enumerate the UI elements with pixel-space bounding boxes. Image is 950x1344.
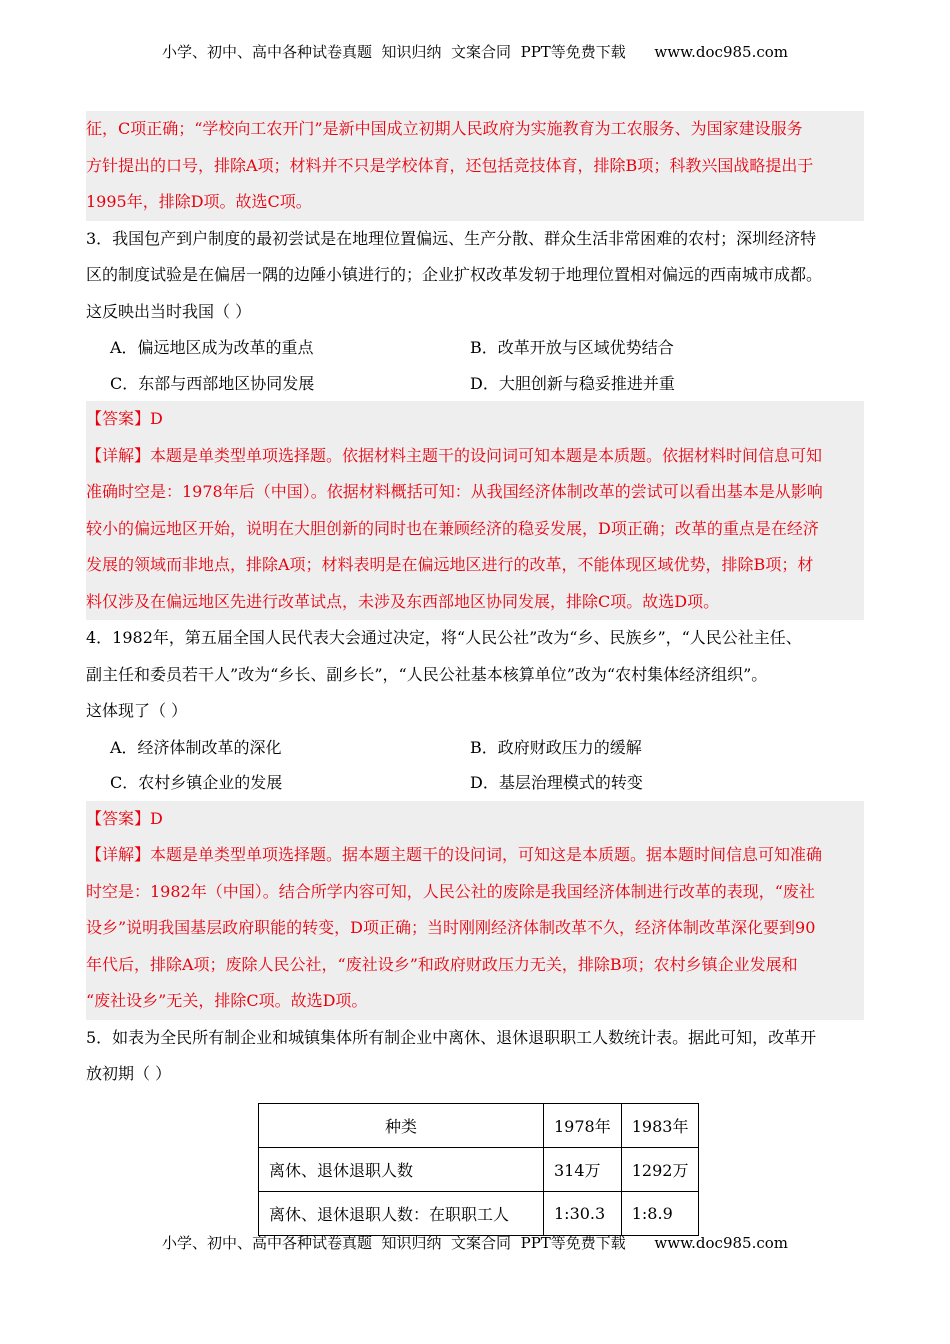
detail-line: 发展的领域而非地点，排除A项；材料表明是在偏远地区进行的改革，不能体现区域优势，排除B项；材 — [86, 555, 814, 574]
detail-line: 【详解】本题是单类型单项选择题。据本题主题干的设问词，可知这是本质题。据本题时间信息可知准确 — [86, 845, 823, 864]
question-4 — [86, 620, 864, 1020]
table-cell: 1292万 — [621, 1147, 699, 1191]
table-cell: 离休、退休退职人数 — [259, 1147, 544, 1191]
page-header — [0, 41, 950, 62]
footer-url: www.doc985.com — [654, 1234, 788, 1252]
table-cell: 314万 — [544, 1147, 622, 1191]
option-b: B．政府财政压力的缓解 — [470, 737, 642, 757]
option-d: D．大胆创新与稳妥推进并重 — [470, 373, 675, 393]
options — [86, 730, 864, 801]
question-5 — [86, 1020, 864, 1236]
header-url: www.doc985.com — [654, 43, 788, 61]
option-c: C．农村乡镇企业的发展 — [110, 773, 283, 792]
detail-line: 【详解】本题是单类型单项选择题。依据材料主题干的设问词可知本题是本质题。依据材料时间信息可知 — [86, 445, 823, 465]
statistics-table — [258, 1103, 699, 1236]
table-row — [259, 1191, 699, 1235]
detail-line: 料仅涉及在偏远地区先进行改革试点，未涉及东西部地区协同发展，排除C项。故选D项。 — [86, 591, 720, 611]
document-body — [86, 111, 864, 1236]
detail-line: 年代后，排除A项；废除人民公社，“废社设乡”和政府财政压力无关，排除B项；农村乡镇企业发展和 — [86, 954, 798, 974]
table-header-cell: 1978年 — [544, 1103, 622, 1147]
detail-line: 时空是：1982年（中国）。结合所学内容可知，人民公社的废除是我国经济体制进行改革的表现，“废社 — [86, 881, 815, 901]
prev-explanation — [86, 111, 864, 221]
option-a: A．偏远地区成为改革的重点 — [110, 338, 314, 357]
table-header-row — [259, 1103, 699, 1147]
text-line: 征，C项正确；“学校向工农开门”是新中国成立初期人民政府为实施教育为工农服务、为国家建设服务 — [86, 119, 803, 138]
table-cell: 1:8.9 — [621, 1191, 699, 1235]
table-cell: 1:30.3 — [544, 1191, 622, 1235]
option-a: A．经济体制改革的深化 — [110, 737, 282, 757]
table-header-cell: 种类 — [259, 1103, 544, 1147]
question-stem-line: 这体现了（ ） — [86, 701, 188, 720]
detail-line: 准确时空是：1978年后（中国）。依据材料概括可知：从我国经济体制改革的尝试可以看出基本是从影响 — [86, 482, 823, 501]
answer-label: 【答案】D — [86, 808, 163, 828]
answer-block — [86, 801, 864, 1020]
table-row — [259, 1147, 699, 1191]
detail-line: 较小的偏远地区开始，说明在大胆创新的同时也在兼顾经济的稳妥发展，D项正确；改革的重点是在经济 — [86, 518, 819, 538]
page-footer — [0, 1232, 950, 1253]
footer-text: 小学、初中、高中各种试卷真题 知识归纳 文案合同 PPT等免费下载 — [161, 1234, 626, 1252]
text-line: 1995年，排除D项。故选C项。 — [86, 192, 312, 211]
option-b: B．改革开放与区域优势结合 — [470, 338, 674, 357]
detail-line: “废社设乡”无关，排除C项。故选D项。 — [86, 991, 368, 1010]
detail-line: 设乡”说明我国基层政府职能的转变，D项正确；当时刚刚经济体制改革不久，经济体制改革深化要到90 — [86, 918, 816, 937]
answer-label: 【答案】D — [86, 409, 163, 428]
question-stem-line: 5．如表为全民所有制企业和城镇集体所有制企业中离休、退休退职职工人数统计表。据此可知，改革开 — [86, 1027, 817, 1047]
question-stem-line: 副主任和委员若干人”改为“乡长、副乡长”，“人民公社基本核算单位”改为“农村集体经济组织”。 — [86, 664, 768, 684]
question-stem-line: 4．1982年，第五届全国人民代表大会通过决定，将“人民公社”改为“乡、民族乡”，“人民公社主任、 — [86, 628, 802, 647]
question-3 — [86, 221, 864, 621]
option-d: D．基层治理模式的转变 — [470, 773, 643, 792]
answer-block — [86, 401, 864, 620]
header-text: 小学、初中、高中各种试卷真题 知识归纳 文案合同 PPT等免费下载 — [161, 43, 626, 61]
question-stem-line: 放初期（ ） — [86, 1064, 172, 1083]
option-c: C．东部与西部地区协同发展 — [110, 373, 315, 393]
table-header-cell: 1983年 — [621, 1103, 699, 1147]
text-line: 方针提出的口号，排除A项；材料并不只是学校体育，还包括竞技体育，排除B项；科教兴国战略提出于 — [86, 155, 814, 175]
options — [86, 330, 864, 401]
question-stem-line: 区的制度试验是在偏居一隅的边陲小镇进行的；企业扩权改革发轫于地理位置相对偏远的西南城市成都。 — [86, 265, 823, 284]
question-stem-line: 3．我国包产到户制度的最初尝试是在地理位置偏远、生产分散、群众生活非常困难的农村；深圳经济特 — [86, 228, 817, 248]
table-cell: 离休、退休退职人数：在职职工人 — [259, 1191, 544, 1235]
question-stem-line: 这反映出当时我国（ ） — [86, 301, 252, 321]
